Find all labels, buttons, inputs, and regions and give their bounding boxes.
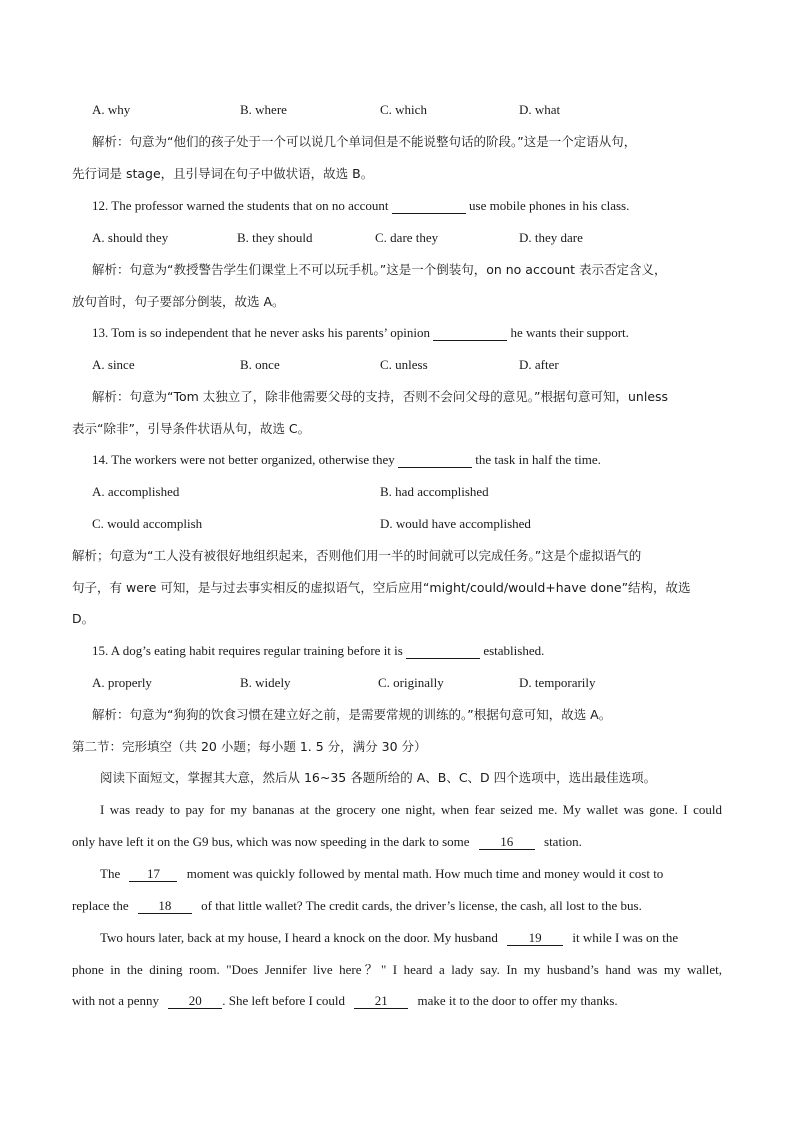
q15-option-c: C. originally xyxy=(378,675,444,690)
q11-analysis-line1: 解析：句意为“他们的孩子处于一个可以说几个单词但是不能说整句话的阶段。”这是一个定语从句， xyxy=(92,134,637,149)
q15-option-d: D. temporarily xyxy=(519,675,596,690)
q13-stem-text: 13. Tom is so independent that he never asks his parents’ opinion xyxy=(92,325,430,340)
q14-blank xyxy=(398,452,472,468)
q14-option-b: B. had accomplished xyxy=(380,484,489,499)
passage-p1-line1-text: I was ready to pay for my bananas at the grocery one night, when fear seized me. My wallet was gone. I could xyxy=(100,802,722,817)
passage-text: it while I was on the xyxy=(572,930,679,945)
section2-instruction: 阅读下面短文，掌握其大意，然后从 16~35 各题所给的 A、B、C、D 四个选项中，选出最佳选项。 xyxy=(100,770,657,785)
q12-analysis-line2: 放句首时，句子要部分倒装，故选 A。 xyxy=(72,294,285,309)
passage-text: The xyxy=(100,866,121,881)
q11-option-c: C. which xyxy=(380,102,427,117)
q13-analysis-line2: 表示“除非”，引导条件状语从句，故选 C。 xyxy=(72,421,311,436)
q15-stem-text-end: established. xyxy=(483,643,545,658)
blank-16[interactable]: 16 xyxy=(479,834,535,850)
q12-stem-text-end: use mobile phones in his class. xyxy=(469,198,630,213)
q15-option-a: A. properly xyxy=(92,675,152,690)
q13-option-d: D. after xyxy=(519,357,559,372)
blank-18[interactable]: 18 xyxy=(138,898,192,914)
q14-analysis-line3: D。 xyxy=(72,611,95,626)
passage-p2-line2 xyxy=(72,897,642,915)
q13-analysis-line1: 解析：句意为“Tom 太独立了，除非他需要父母的支持，否则不会问父母的意见。”根据句意可知，unless xyxy=(92,389,669,404)
q14-stem-text: 14. The workers were not better organized, otherwise they xyxy=(92,452,395,467)
passage-text: moment was quickly followed by mental math. How much time and money would it cost to xyxy=(186,866,664,881)
q14-stem xyxy=(92,451,601,469)
passage-text: of that little wallet? The credit cards, the driver’s license, the cash, all lost to the bus. xyxy=(201,898,642,913)
passage-text: only have left it on the G9 bus, which was now speeding in the dark to some xyxy=(72,834,470,849)
q12-option-b: B. they should xyxy=(237,230,313,245)
passage-text: Two hours later, back at my house, I heard a knock on the door. My husband xyxy=(100,930,498,945)
blank-21[interactable]: 21 xyxy=(354,993,408,1009)
q12-option-a: A. should they xyxy=(92,230,169,245)
passage-text: make it to the door to offer my thanks. xyxy=(417,993,618,1008)
q15-blank xyxy=(406,643,480,659)
passage-text: . She left before I could xyxy=(222,993,345,1008)
q14-option-c: C. would accomplish xyxy=(92,516,203,531)
q11-option-d: D. what xyxy=(519,102,561,117)
q12-stem xyxy=(92,197,629,215)
q11-option-b: B. where xyxy=(240,102,287,117)
q13-blank xyxy=(433,325,507,341)
q11-option-a: A. why xyxy=(92,102,131,117)
q13-option-b: B. once xyxy=(240,357,280,372)
passage-p1-line1 xyxy=(100,801,722,819)
passage-text: with not a penny xyxy=(72,993,160,1008)
q13-stem-text-end: he wants their support. xyxy=(510,325,629,340)
passage-p3-line2 xyxy=(72,961,722,979)
q14-analysis-line2: 句子，有 were 可知，是与过去事实相反的虚拟语气，空后应用“might/could/would+have done”结构，故选 xyxy=(72,580,691,595)
q14-analysis-line1: 解析；句意为“工人没有被很好地组织起来，否则他们用一半的时间就可以完成任务。”这是个虚拟语气的 xyxy=(72,548,642,563)
q12-option-d: D. they dare xyxy=(519,230,583,245)
passage-p3-line3 xyxy=(72,992,618,1010)
passage-text: replace the xyxy=(72,898,129,913)
q15-option-b: B. widely xyxy=(240,675,291,690)
q15-stem-text: 15. A dog’s eating habit requires regular training before it is xyxy=(92,643,403,658)
q14-option-a: A. accomplished xyxy=(92,484,180,499)
passage-p1-line2 xyxy=(72,833,582,851)
q11-analysis-line2: 先行词是 stage，且引导词在句子中做状语，故选 B。 xyxy=(72,166,374,181)
q12-option-c: C. dare they xyxy=(375,230,439,245)
q13-stem xyxy=(92,324,629,342)
passage-p3-line2-text: phone in the dining room. "Does Jennifer live here？" I heard a lady say. In my husband’s hand was my wallet, xyxy=(72,962,722,977)
q15-stem xyxy=(92,642,544,660)
q15-analysis-line1: 解析：句意为“狗狗的饮食习惯在建立好之前，是需要常规的训练的。”根据句意可知，故选 A。 xyxy=(92,707,612,722)
passage-text: station. xyxy=(544,834,582,849)
section2-title: 第二节：完形填空（共 20 小题；每小题 1. 5 分，满分 30 分） xyxy=(72,739,427,754)
q13-option-a: A. since xyxy=(92,357,135,372)
q12-analysis-line1: 解析：句意为“教授警告学生们课堂上不可以玩手机。”这是一个倒装句，on no account 表示否定含义， xyxy=(92,262,667,277)
q12-stem-text: 12. The professor warned the students that on no account xyxy=(92,198,389,213)
passage-p3-line1 xyxy=(100,929,678,947)
blank-19[interactable]: 19 xyxy=(507,930,563,946)
q14-option-d: D. would have accomplished xyxy=(380,516,531,531)
q14-stem-text-end: the task in half the time. xyxy=(475,452,601,467)
passage-p2-line1 xyxy=(100,865,722,883)
blank-17[interactable]: 17 xyxy=(129,866,177,882)
blank-20[interactable]: 20 xyxy=(168,993,222,1009)
q13-option-c: C. unless xyxy=(380,357,428,372)
q12-blank xyxy=(392,198,466,214)
